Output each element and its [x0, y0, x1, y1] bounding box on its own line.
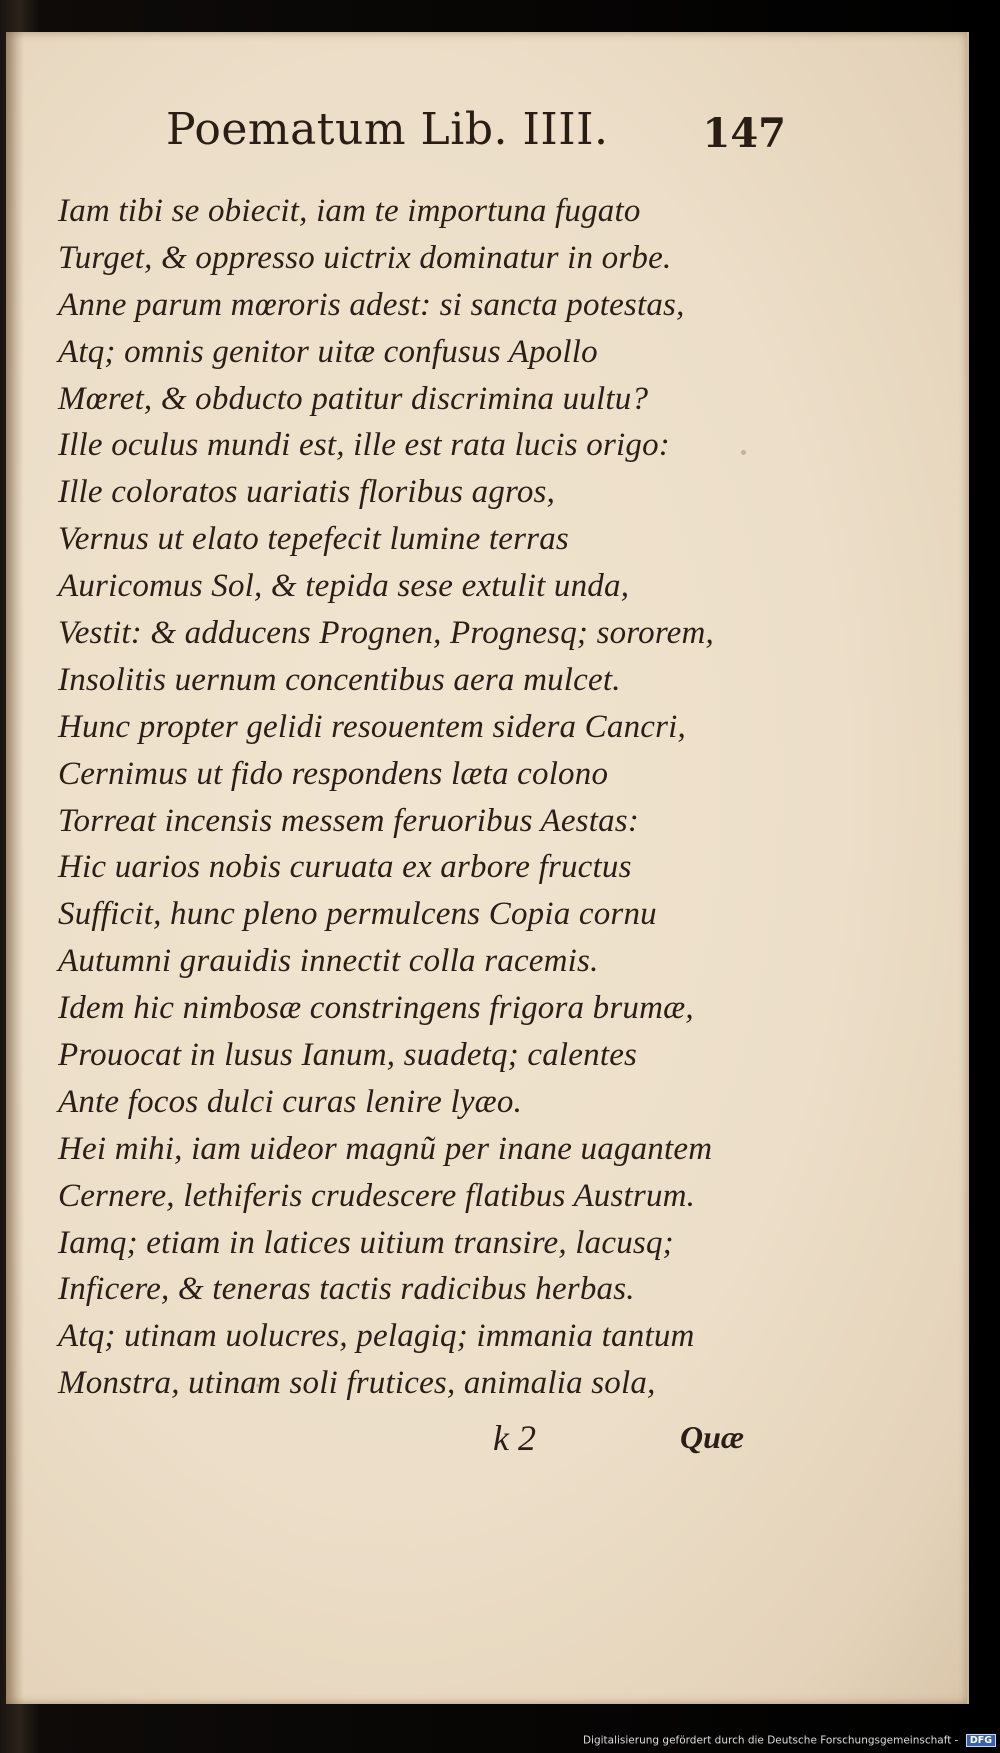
verse-line: Ille oculus mundi est, ille est rata lucis origo:	[58, 427, 670, 464]
verse-line: Monstra, utinam soli frutices, animalia sola,	[58, 1365, 656, 1402]
verse-line: Auricomus Sol, & tepida sese extulit unda,	[58, 568, 630, 605]
page-number: 147	[702, 110, 786, 157]
book-page	[6, 32, 969, 1704]
verse-line: Turget, & oppresso uictrix dominatur in orbe.	[58, 239, 672, 276]
page-footer	[6, 1417, 967, 1467]
verse-line: Hei mihi, iam uideor magnũ per inane uagantem	[58, 1130, 713, 1167]
verse-line: Inficere, & teneras tactis radicibus herbas.	[58, 1271, 635, 1308]
running-title: Poematum Lib. IIII.	[166, 104, 609, 155]
verse-line: Vestit: & adducens Prognen, Prognesq; sororem,	[58, 615, 714, 652]
verse-line: Sufficit, hunc pleno permulcens Copia cornu	[58, 896, 657, 933]
verse-line: Anne parum mœroris adest: si sancta potestas,	[58, 286, 685, 323]
verse-line: Ille coloratos uariatis floribus agros,	[58, 474, 556, 511]
verse-line: Hic uarios nobis curuata ex arbore fructus	[58, 849, 632, 886]
verse-line: Torreat incensis messem feruoribus Aestas:	[58, 802, 640, 839]
verse-line: Atq; omnis genitor uitæ confusus Apollo	[58, 333, 598, 370]
verse-line: Mœret, & obducto patitur discrimina uultu?	[58, 380, 649, 417]
verse-line: Cernere, lethiferis crudescere flatibus Austrum.	[58, 1177, 696, 1214]
catchword: Quæ	[680, 1419, 745, 1455]
verse-line: Ante focos dulci curas lenire lyæo.	[58, 1083, 523, 1120]
verse-block	[58, 188, 758, 1407]
verse-line: Cernimus ut fido respondens læta colono	[58, 755, 609, 792]
dfg-logo: DFG	[966, 1734, 996, 1747]
verse-line: Iam tibi se obiecit, iam te importuna fugato	[58, 193, 641, 229]
verse-line: Idem hic nimbosæ constringens frigora brumæ,	[58, 990, 694, 1027]
verse-line: Iamq; etiam in latices uitium transire, lacusq;	[58, 1224, 674, 1261]
credit-text: Digitalisierung gefördert durch die Deutsche Forschungsgemeinschaft -	[582, 1734, 959, 1747]
verse-line: Autumni grauidis innectit colla racemis.	[58, 943, 599, 980]
verse-line: Prouocat in lusus Ianum, suadetq; calentes	[58, 1037, 638, 1074]
signature-mark: k 2	[493, 1418, 536, 1458]
verse-line: Insolitis uernum concentibus aera mulcet.	[58, 661, 621, 698]
verse-line: Hunc propter gelidi resouentem sidera Cancri,	[58, 708, 686, 745]
verse-line: Vernus ut elato tepefecit lumine terras	[58, 521, 569, 558]
verse-line: Atq; utinam uolucres, pelagiq; immania tantum	[58, 1318, 695, 1355]
page-header	[166, 104, 786, 164]
digitization-credit	[583, 1734, 996, 1747]
